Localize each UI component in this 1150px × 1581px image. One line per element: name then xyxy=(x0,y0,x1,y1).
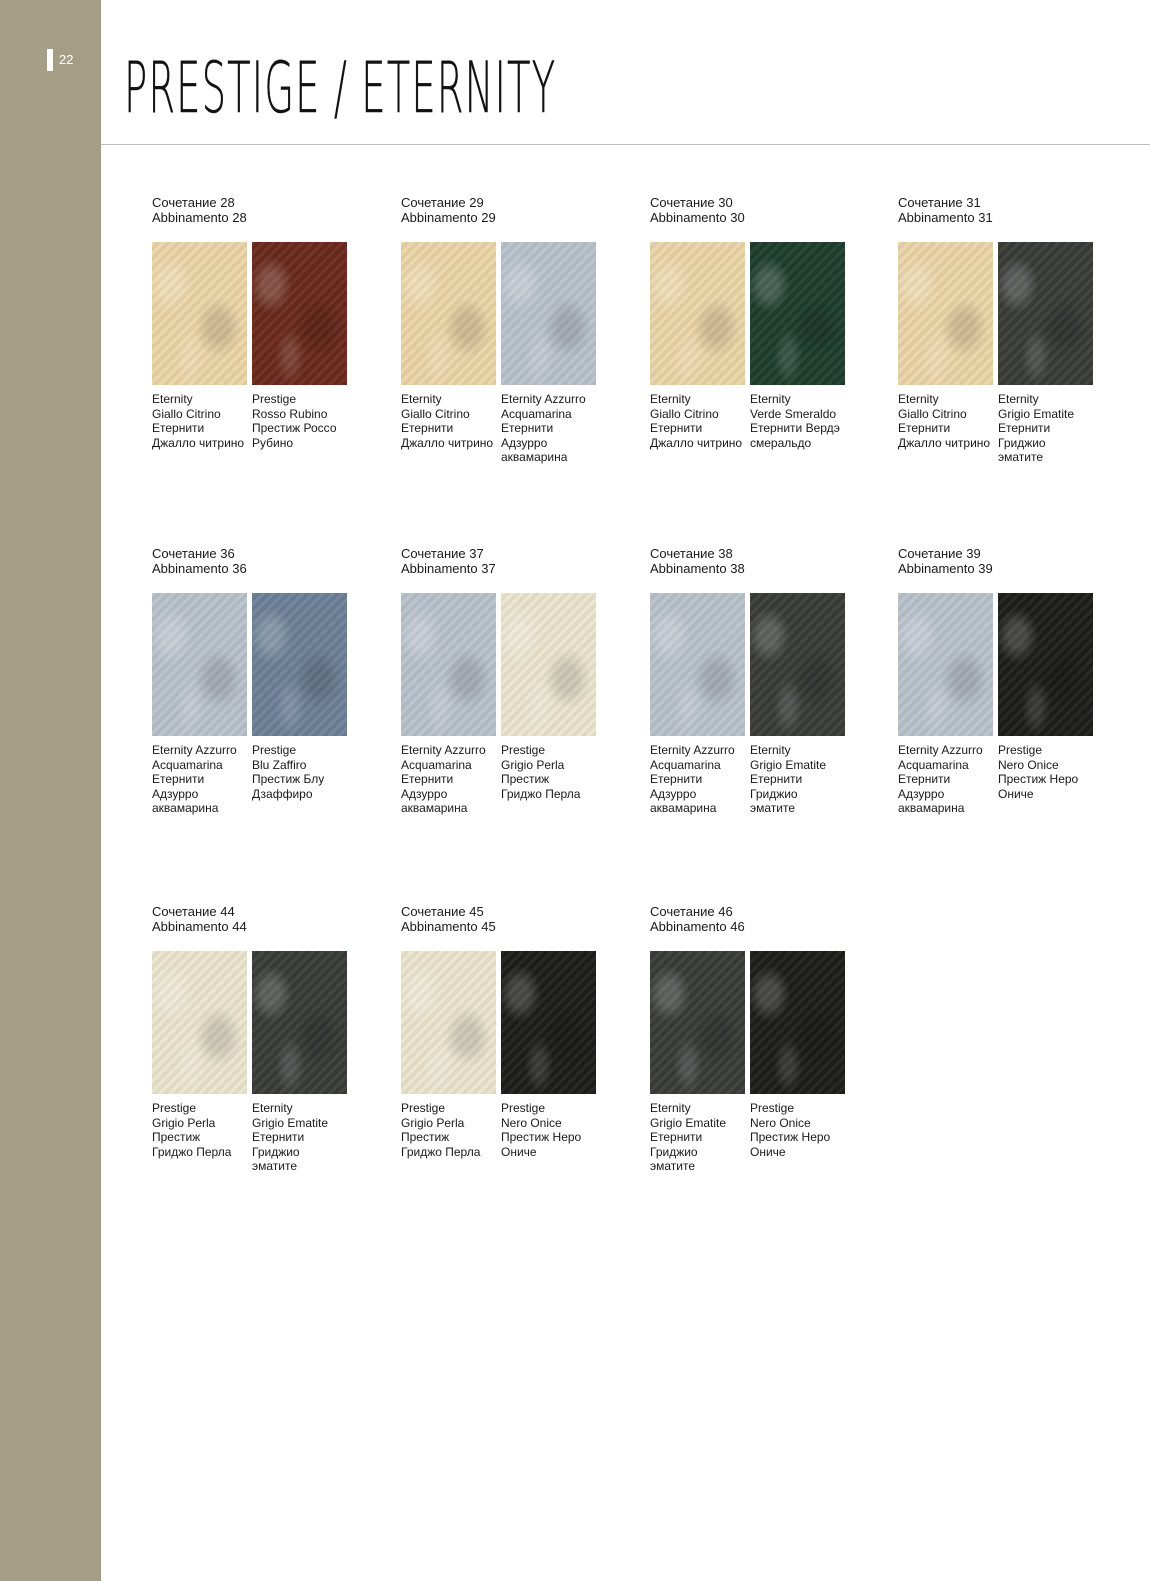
caption-line: Eternity xyxy=(750,743,791,757)
caption-line: Адзурро xyxy=(401,786,448,801)
caption-line: Prestige xyxy=(401,1101,446,1115)
caption-line: Етернити Вердэ xyxy=(750,421,840,435)
caption-line: Acquamarina xyxy=(152,757,223,772)
caption-line: Адзурро xyxy=(650,786,697,801)
caption-line: Giallo Citrino xyxy=(401,406,470,421)
material-caption-left xyxy=(401,743,496,816)
caption-line: Eternity xyxy=(252,1101,293,1115)
combination-title-it: Abbinamento 28 xyxy=(152,210,247,225)
caption-line: Giallo Citrino xyxy=(152,406,221,421)
material-caption-right xyxy=(750,743,845,816)
material-caption-right xyxy=(501,1101,596,1159)
combination-block xyxy=(650,546,850,816)
caption-line: Eternity Azzurro xyxy=(650,743,735,757)
caption-line: Prestige xyxy=(750,1101,795,1115)
caption-line: Eternity Azzurro xyxy=(898,743,983,757)
material-caption-right xyxy=(252,743,347,816)
combination-block xyxy=(650,195,850,450)
material-swatch-right xyxy=(252,593,347,736)
sidebar xyxy=(0,0,101,1581)
caption-line: Престиж Неро xyxy=(998,772,1079,786)
material-caption-right xyxy=(501,392,596,465)
combination-title-it: Abbinamento 38 xyxy=(650,561,745,576)
caption-line: Prestige xyxy=(501,1101,546,1115)
material-caption-left xyxy=(401,392,496,465)
caption-line: Етернити xyxy=(998,421,1051,435)
caption-line: Acquamarina xyxy=(401,757,472,772)
caption-pair xyxy=(152,1101,352,1174)
caption-pair xyxy=(898,392,1098,465)
caption-line: Grigio Perla xyxy=(501,757,565,772)
caption-line: Grigio Ematite xyxy=(252,1115,329,1130)
caption-pair xyxy=(898,743,1098,816)
material-swatch-left xyxy=(898,242,993,385)
caption-line: Гриджо Перла xyxy=(501,786,581,801)
caption-line: Етернити xyxy=(252,1130,305,1144)
caption-line: Етернити xyxy=(650,421,703,435)
combination-title-ru: Сочетание 29 xyxy=(401,195,484,210)
swatch-pair xyxy=(650,951,850,1094)
material-swatch-left xyxy=(898,593,993,736)
combination-block xyxy=(152,904,352,1174)
caption-line: аквамарина xyxy=(152,801,219,815)
caption-line: Eternity Azzurro xyxy=(152,743,237,757)
caption-line: Ониче xyxy=(998,786,1034,801)
caption-line: Giallo Citrino xyxy=(650,406,719,421)
combination-title-it: Abbinamento 30 xyxy=(650,210,745,225)
caption-line: Адзурро xyxy=(898,786,945,801)
swatch-pair xyxy=(401,242,601,385)
caption-line: Eternity Azzurro xyxy=(401,743,486,757)
combination-title-it: Abbinamento 31 xyxy=(898,210,993,225)
material-caption-right xyxy=(252,392,347,450)
material-swatch-left xyxy=(650,242,745,385)
caption-pair xyxy=(650,392,850,450)
caption-line: смеральдо xyxy=(750,435,812,450)
title-divider xyxy=(101,144,1150,145)
material-swatch-left xyxy=(152,242,247,385)
caption-line: Prestige xyxy=(152,1101,197,1115)
caption-line: аквамарина xyxy=(401,801,468,815)
material-caption-right xyxy=(998,392,1093,465)
caption-line: Eternity xyxy=(650,392,691,406)
material-caption-right xyxy=(750,392,845,450)
caption-line: Гриджо Перла xyxy=(152,1144,232,1159)
caption-line: аквамарина xyxy=(898,801,965,815)
material-swatch-right xyxy=(501,951,596,1094)
caption-line: Grigio Perla xyxy=(401,1115,465,1130)
caption-line: Acquamarina xyxy=(650,757,721,772)
material-caption-left xyxy=(152,392,247,450)
combination-block xyxy=(152,546,352,816)
caption-line: Адзурро xyxy=(501,435,548,450)
material-caption-right xyxy=(501,743,596,816)
combination-title-it: Abbinamento 45 xyxy=(401,919,496,934)
caption-line: Rosso Rubino xyxy=(252,406,328,421)
combination-title-it: Abbinamento 37 xyxy=(401,561,496,576)
combination-block xyxy=(401,195,601,465)
swatch-pair xyxy=(898,593,1098,736)
caption-line: Престиж Россо xyxy=(252,421,337,435)
caption-line: эматите xyxy=(750,801,796,815)
material-caption-left xyxy=(152,1101,247,1174)
caption-pair xyxy=(650,743,850,816)
caption-line: Eternity xyxy=(650,1101,691,1115)
swatch-pair xyxy=(401,593,601,736)
material-swatch-right xyxy=(998,593,1093,736)
caption-line: Етернити xyxy=(650,1130,703,1144)
material-caption-right xyxy=(998,743,1093,816)
caption-line: Ониче xyxy=(501,1144,537,1159)
combination-title-it: Abbinamento 46 xyxy=(650,919,745,934)
combination-block xyxy=(401,546,601,816)
caption-line: Grigio Ematite xyxy=(650,1115,727,1130)
caption-line: Адзурро xyxy=(152,786,199,801)
caption-line: Престиж xyxy=(401,1130,450,1144)
caption-line: Blu Zaffiro xyxy=(252,757,307,772)
material-swatch-right xyxy=(750,242,845,385)
caption-line: Джалло читрино xyxy=(152,435,245,450)
combination-block xyxy=(898,195,1098,465)
material-swatch-right xyxy=(252,242,347,385)
caption-line: Acquamarina xyxy=(501,406,572,421)
caption-line: Етернити xyxy=(650,772,703,786)
material-caption-left xyxy=(650,392,745,450)
combination-title-ru: Сочетание 46 xyxy=(650,904,733,919)
combination-title-ru: Сочетание 28 xyxy=(152,195,235,210)
caption-pair xyxy=(401,743,601,816)
caption-pair xyxy=(152,743,352,816)
caption-line: эматите xyxy=(252,1159,298,1173)
caption-pair xyxy=(152,392,352,450)
swatch-pair xyxy=(152,951,352,1094)
caption-line: Престиж xyxy=(501,772,550,786)
caption-line: Grigio Ematite xyxy=(998,406,1075,421)
caption-line: аквамарина xyxy=(650,801,717,815)
caption-line: Nero Onice xyxy=(998,757,1059,772)
caption-line: Престиж Неро xyxy=(501,1130,582,1144)
material-swatch-right xyxy=(501,242,596,385)
caption-pair xyxy=(650,1101,850,1174)
caption-line: Гриджио xyxy=(750,786,798,801)
caption-line: Eternity xyxy=(750,392,791,406)
caption-line: Престиж Блу xyxy=(252,772,325,786)
caption-line: Дзаффиро xyxy=(252,786,313,801)
caption-line: Етернити xyxy=(152,421,205,435)
caption-line: Джалло читрино xyxy=(401,435,494,450)
swatch-pair xyxy=(898,242,1098,385)
caption-line: Престиж xyxy=(152,1130,201,1144)
material-swatch-left xyxy=(152,593,247,736)
caption-line: Grigio Ematite xyxy=(750,757,827,772)
material-caption-left xyxy=(898,743,993,816)
material-caption-right xyxy=(750,1101,845,1174)
caption-line: Етернити xyxy=(401,421,454,435)
material-caption-left xyxy=(650,743,745,816)
combination-title-ru: Сочетание 45 xyxy=(401,904,484,919)
combination-title-ru: Сочетание 38 xyxy=(650,546,733,561)
caption-line: Джалло читрино xyxy=(650,435,743,450)
caption-line: Рубино xyxy=(252,435,294,450)
caption-line: Гриджио xyxy=(998,435,1046,450)
combination-block xyxy=(152,195,352,450)
caption-line: Етернити xyxy=(750,772,803,786)
material-caption-left xyxy=(650,1101,745,1174)
caption-line: Eternity Azzurro xyxy=(501,392,586,406)
material-swatch-right xyxy=(750,951,845,1094)
material-caption-left xyxy=(898,392,993,465)
caption-line: Гриджо Перла xyxy=(401,1144,481,1159)
swatch-pair xyxy=(152,242,352,385)
caption-line: аквамарина xyxy=(501,450,568,464)
caption-line: Acquamarina xyxy=(898,757,969,772)
caption-line: Eternity xyxy=(401,392,442,406)
caption-line: Етернити xyxy=(401,772,454,786)
swatch-pair xyxy=(650,242,850,385)
material-caption-left xyxy=(401,1101,496,1159)
combination-title-it: Abbinamento 44 xyxy=(152,919,247,934)
combination-title-ru: Сочетание 30 xyxy=(650,195,733,210)
page-title: PRESTIGE / ETERNITY xyxy=(124,47,557,129)
material-swatch-left xyxy=(152,951,247,1094)
material-swatch-left xyxy=(650,593,745,736)
caption-line: Grigio Perla xyxy=(152,1115,216,1130)
material-swatch-right xyxy=(501,593,596,736)
caption-line: Eternity xyxy=(898,392,939,406)
material-swatch-left xyxy=(401,593,496,736)
caption-line: Giallo Citrino xyxy=(898,406,967,421)
combination-block xyxy=(401,904,601,1159)
combination-title-it: Abbinamento 39 xyxy=(898,561,993,576)
combination-title-ru: Сочетание 44 xyxy=(152,904,235,919)
material-swatch-left xyxy=(401,951,496,1094)
caption-line: Nero Onice xyxy=(501,1115,562,1130)
material-swatch-right xyxy=(750,593,845,736)
caption-line: Verde Smeraldo xyxy=(750,406,837,421)
combination-title-ru: Сочетание 31 xyxy=(898,195,981,210)
swatch-pair xyxy=(401,951,601,1094)
caption-line: эматите xyxy=(650,1159,696,1173)
combination-title-it: Abbinamento 36 xyxy=(152,561,247,576)
material-caption-left xyxy=(152,743,247,816)
swatch-pair xyxy=(152,593,352,736)
material-swatch-right xyxy=(252,951,347,1094)
caption-line: эматите xyxy=(998,450,1044,464)
combination-title-ru: Сочетание 36 xyxy=(152,546,235,561)
caption-pair xyxy=(401,1101,601,1159)
caption-line: Prestige xyxy=(252,743,297,757)
material-swatch-right xyxy=(998,242,1093,385)
caption-pair xyxy=(401,392,601,465)
page-number: 22 xyxy=(59,52,74,67)
material-swatch-left xyxy=(650,951,745,1094)
caption-line: Гриджио xyxy=(252,1144,300,1159)
caption-line: Eternity xyxy=(152,392,193,406)
caption-line: Етернити xyxy=(898,421,951,435)
combination-title-ru: Сочетание 39 xyxy=(898,546,981,561)
combination-block xyxy=(898,546,1098,816)
caption-line: Ониче xyxy=(750,1144,786,1159)
combination-title-it: Abbinamento 29 xyxy=(401,210,496,225)
caption-line: Prestige xyxy=(501,743,546,757)
page-marker xyxy=(47,49,53,71)
caption-line: Eternity xyxy=(998,392,1039,406)
caption-line: Prestige xyxy=(998,743,1043,757)
material-swatch-left xyxy=(401,242,496,385)
caption-line: Престиж Неро xyxy=(750,1130,831,1144)
caption-line: Prestige xyxy=(252,392,297,406)
combination-block xyxy=(650,904,850,1174)
caption-line: Етернити xyxy=(152,772,205,786)
caption-line: Гриджио xyxy=(650,1144,698,1159)
caption-line: Етернити xyxy=(898,772,951,786)
caption-line: Nero Onice xyxy=(750,1115,811,1130)
material-caption-right xyxy=(252,1101,347,1174)
caption-line: Етернити xyxy=(501,421,554,435)
swatch-pair xyxy=(650,593,850,736)
caption-line: Джалло читрино xyxy=(898,435,991,450)
combination-title-ru: Сочетание 37 xyxy=(401,546,484,561)
